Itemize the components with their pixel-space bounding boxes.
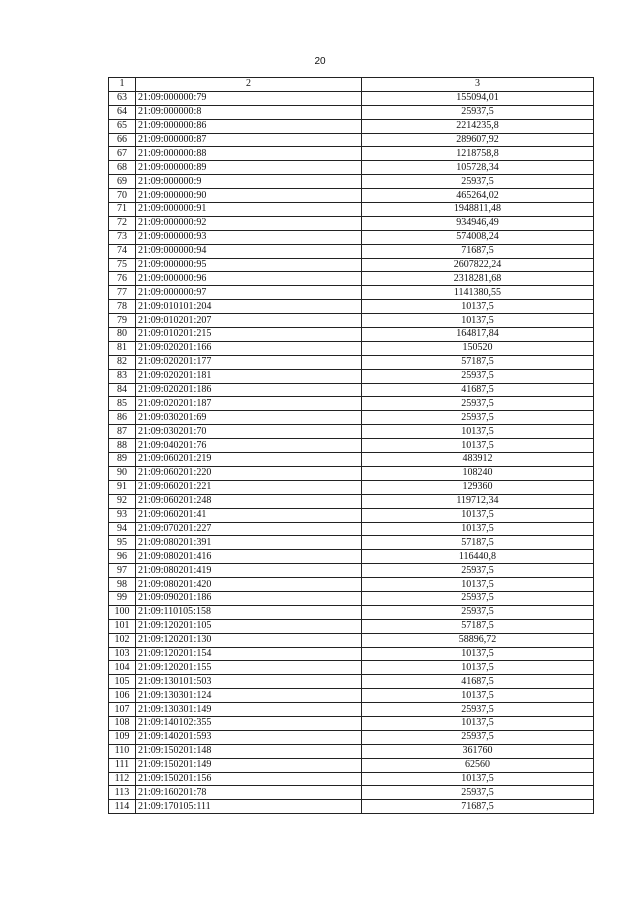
- row-number-cell: 93: [109, 508, 136, 522]
- cadastral-number-cell: 21:09:000000:90: [136, 189, 362, 203]
- row-number-cell: 89: [109, 453, 136, 467]
- table-row: [109, 300, 594, 314]
- value-cell: 150520: [362, 341, 594, 355]
- page-number: 20: [314, 56, 326, 67]
- row-number-cell: 97: [109, 564, 136, 578]
- table-row: [109, 161, 594, 175]
- table-row: [109, 550, 594, 564]
- table-row: [109, 619, 594, 633]
- cadastral-number-cell: 21:09:130101:503: [136, 675, 362, 689]
- table-row: [109, 216, 594, 230]
- table-row: [109, 397, 594, 411]
- value-cell: 57187,5: [362, 355, 594, 369]
- table-row: [109, 341, 594, 355]
- value-cell: 25937,5: [362, 591, 594, 605]
- cadastral-number-cell: 21:09:020201:181: [136, 369, 362, 383]
- row-number-cell: 74: [109, 244, 136, 258]
- table-row: [109, 605, 594, 619]
- value-cell: 57187,5: [362, 619, 594, 633]
- table-row: [109, 328, 594, 342]
- value-cell: 116440,8: [362, 550, 594, 564]
- table-row: [109, 383, 594, 397]
- row-number-cell: 85: [109, 397, 136, 411]
- row-number-cell: 81: [109, 341, 136, 355]
- table-row: [109, 203, 594, 217]
- cadastral-number-cell: 21:09:000000:79: [136, 91, 362, 105]
- row-number-cell: 82: [109, 355, 136, 369]
- row-number-cell: 102: [109, 633, 136, 647]
- value-cell: 119712,34: [362, 494, 594, 508]
- cadastral-number-cell: 21:09:000000:94: [136, 244, 362, 258]
- value-cell: 2214235,8: [362, 119, 594, 133]
- value-cell: 105728,34: [362, 161, 594, 175]
- row-number-cell: 94: [109, 522, 136, 536]
- value-cell: 10137,5: [362, 522, 594, 536]
- cadastral-number-cell: 21:09:090201:186: [136, 591, 362, 605]
- table-row: [109, 480, 594, 494]
- row-number-cell: 103: [109, 647, 136, 661]
- row-number-cell: 114: [109, 800, 136, 814]
- value-cell: 10137,5: [362, 689, 594, 703]
- cadastral-number-cell: 21:09:040201:76: [136, 439, 362, 453]
- value-cell: 10137,5: [362, 716, 594, 730]
- value-cell: 41687,5: [362, 675, 594, 689]
- table-row: [109, 758, 594, 772]
- cadastral-number-cell: 21:09:130301:149: [136, 703, 362, 717]
- row-number-cell: 66: [109, 133, 136, 147]
- value-cell: 1218758,8: [362, 147, 594, 161]
- table-row: [109, 147, 594, 161]
- table-row: [109, 716, 594, 730]
- value-cell: 25937,5: [362, 175, 594, 189]
- row-number-cell: 98: [109, 578, 136, 592]
- value-cell: 10137,5: [362, 661, 594, 675]
- row-number-cell: 101: [109, 619, 136, 633]
- table-row: [109, 133, 594, 147]
- table-row: [109, 578, 594, 592]
- table-row: [109, 425, 594, 439]
- cadastral-number-cell: 21:09:110105:158: [136, 605, 362, 619]
- table-row: [109, 369, 594, 383]
- cadastral-number-cell: 21:09:000000:92: [136, 216, 362, 230]
- table-row: [109, 647, 594, 661]
- header-cell-value: 3: [362, 78, 594, 92]
- value-cell: 1948811,48: [362, 203, 594, 217]
- cadastral-number-cell: 21:09:120201:105: [136, 619, 362, 633]
- table-row: [109, 453, 594, 467]
- row-number-cell: 99: [109, 591, 136, 605]
- row-number-cell: 80: [109, 328, 136, 342]
- cadastral-number-cell: 21:09:000000:9: [136, 175, 362, 189]
- table-row: [109, 439, 594, 453]
- table-row: [109, 91, 594, 105]
- row-number-cell: 84: [109, 383, 136, 397]
- cadastral-number-cell: 21:09:150201:156: [136, 772, 362, 786]
- cadastral-number-cell: 21:09:080201:416: [136, 550, 362, 564]
- row-number-cell: 86: [109, 411, 136, 425]
- value-cell: 1141380,55: [362, 286, 594, 300]
- value-cell: 10137,5: [362, 647, 594, 661]
- cadastral-number-cell: 21:09:000000:95: [136, 258, 362, 272]
- row-number-cell: 109: [109, 730, 136, 744]
- row-number-cell: 63: [109, 91, 136, 105]
- value-cell: 289607,92: [362, 133, 594, 147]
- table-row: [109, 800, 594, 814]
- cadastral-number-cell: 21:09:030201:69: [136, 411, 362, 425]
- cadastral-number-cell: 21:09:120201:155: [136, 661, 362, 675]
- value-cell: 25937,5: [362, 397, 594, 411]
- table-row: [109, 536, 594, 550]
- row-number-cell: 105: [109, 675, 136, 689]
- table-row: [109, 355, 594, 369]
- value-cell: 10137,5: [362, 508, 594, 522]
- row-number-cell: 110: [109, 744, 136, 758]
- cadastral-number-cell: 21:09:060201:219: [136, 453, 362, 467]
- row-number-cell: 69: [109, 175, 136, 189]
- cadastral-number-cell: 21:09:120201:130: [136, 633, 362, 647]
- cadastral-number-cell: 21:09:170105:111: [136, 800, 362, 814]
- cadastral-number-cell: 21:09:080201:419: [136, 564, 362, 578]
- table-row: [109, 564, 594, 578]
- table-row: [109, 633, 594, 647]
- row-number-cell: 107: [109, 703, 136, 717]
- cadastral-number-cell: 21:09:070201:227: [136, 522, 362, 536]
- value-cell: 25937,5: [362, 369, 594, 383]
- table-row: [109, 786, 594, 800]
- table-row: [109, 661, 594, 675]
- row-number-cell: 77: [109, 286, 136, 300]
- row-number-cell: 64: [109, 105, 136, 119]
- row-number-cell: 70: [109, 189, 136, 203]
- row-number-cell: 106: [109, 689, 136, 703]
- cadastral-number-cell: 21:09:000000:86: [136, 119, 362, 133]
- value-cell: 164817,84: [362, 328, 594, 342]
- row-number-cell: 112: [109, 772, 136, 786]
- table-row: [109, 703, 594, 717]
- value-cell: 25937,5: [362, 703, 594, 717]
- table-row: [109, 522, 594, 536]
- row-number-cell: 88: [109, 439, 136, 453]
- table-row: [109, 494, 594, 508]
- table-row: [109, 411, 594, 425]
- cadastral-number-cell: 21:09:000000:89: [136, 161, 362, 175]
- value-cell: 10137,5: [362, 439, 594, 453]
- table-row: [109, 591, 594, 605]
- row-number-cell: 96: [109, 550, 136, 564]
- row-number-cell: 90: [109, 466, 136, 480]
- header-cell-number: 1: [109, 78, 136, 92]
- cadastral-number-cell: 21:09:010101:204: [136, 300, 362, 314]
- table-row: [109, 314, 594, 328]
- table-row: [109, 105, 594, 119]
- value-cell: 25937,5: [362, 105, 594, 119]
- cadastral-number-cell: 21:09:160201:78: [136, 786, 362, 800]
- row-number-cell: 68: [109, 161, 136, 175]
- row-number-cell: 78: [109, 300, 136, 314]
- cadastral-number-cell: 21:09:000000:87: [136, 133, 362, 147]
- value-cell: 155094,01: [362, 91, 594, 105]
- cadastral-number-cell: 21:09:010201:215: [136, 328, 362, 342]
- table-row: [109, 744, 594, 758]
- value-cell: 129360: [362, 480, 594, 494]
- cadastral-number-cell: 21:09:080201:420: [136, 578, 362, 592]
- cadastral-number-cell: 21:09:020201:166: [136, 341, 362, 355]
- value-cell: 71687,5: [362, 800, 594, 814]
- cadastral-number-cell: 21:09:130301:124: [136, 689, 362, 703]
- cadastral-number-cell: 21:09:020201:186: [136, 383, 362, 397]
- table-body: [109, 78, 594, 814]
- cadastral-number-cell: 21:09:080201:391: [136, 536, 362, 550]
- value-cell: 41687,5: [362, 383, 594, 397]
- value-cell: 465264,02: [362, 189, 594, 203]
- table-row: [109, 772, 594, 786]
- row-number-cell: 79: [109, 314, 136, 328]
- row-number-cell: 75: [109, 258, 136, 272]
- cadastral-number-cell: 21:09:060201:41: [136, 508, 362, 522]
- cadastral-number-cell: 21:09:150201:149: [136, 758, 362, 772]
- table-row: [109, 508, 594, 522]
- table-row: [109, 189, 594, 203]
- table-row: [109, 675, 594, 689]
- table-row: [109, 286, 594, 300]
- value-cell: 25937,5: [362, 564, 594, 578]
- value-cell: 25937,5: [362, 786, 594, 800]
- cadastral-table: [108, 77, 594, 814]
- value-cell: 10137,5: [362, 425, 594, 439]
- cadastral-number-cell: 21:09:060201:221: [136, 480, 362, 494]
- value-cell: 10137,5: [362, 300, 594, 314]
- value-cell: 574008,24: [362, 230, 594, 244]
- cadastral-number-cell: 21:09:120201:154: [136, 647, 362, 661]
- cadastral-number-cell: 21:09:000000:97: [136, 286, 362, 300]
- value-cell: 10137,5: [362, 314, 594, 328]
- value-cell: 58896,72: [362, 633, 594, 647]
- cadastral-number-cell: 21:09:140102:355: [136, 716, 362, 730]
- table-row: [109, 244, 594, 258]
- value-cell: 71687,5: [362, 244, 594, 258]
- value-cell: 934946,49: [362, 216, 594, 230]
- value-cell: 62560: [362, 758, 594, 772]
- cadastral-number-cell: 21:09:140201:593: [136, 730, 362, 744]
- row-number-cell: 76: [109, 272, 136, 286]
- row-number-cell: 113: [109, 786, 136, 800]
- cadastral-number-cell: 21:09:060201:248: [136, 494, 362, 508]
- row-number-cell: 67: [109, 147, 136, 161]
- table-row: [109, 258, 594, 272]
- row-number-cell: 92: [109, 494, 136, 508]
- cadastral-number-cell: 21:09:060201:220: [136, 466, 362, 480]
- table-row: [109, 119, 594, 133]
- value-cell: 10137,5: [362, 772, 594, 786]
- cadastral-number-cell: 21:09:150201:148: [136, 744, 362, 758]
- cadastral-number-cell: 21:09:000000:8: [136, 105, 362, 119]
- table-header-row: [109, 78, 594, 92]
- value-cell: 483912: [362, 453, 594, 467]
- cadastral-number-cell: 21:09:000000:91: [136, 203, 362, 217]
- row-number-cell: 100: [109, 605, 136, 619]
- value-cell: 25937,5: [362, 605, 594, 619]
- row-number-cell: 108: [109, 716, 136, 730]
- row-number-cell: 87: [109, 425, 136, 439]
- value-cell: 108240: [362, 466, 594, 480]
- value-cell: 10137,5: [362, 578, 594, 592]
- value-cell: 57187,5: [362, 536, 594, 550]
- cadastral-number-cell: 21:09:000000:96: [136, 272, 362, 286]
- row-number-cell: 73: [109, 230, 136, 244]
- value-cell: 361760: [362, 744, 594, 758]
- table-row: [109, 730, 594, 744]
- cadastral-number-cell: 21:09:010201:207: [136, 314, 362, 328]
- cadastral-number-cell: 21:09:030201:70: [136, 425, 362, 439]
- row-number-cell: 65: [109, 119, 136, 133]
- value-cell: 2318281,68: [362, 272, 594, 286]
- table-row: [109, 175, 594, 189]
- row-number-cell: 111: [109, 758, 136, 772]
- row-number-cell: 71: [109, 203, 136, 217]
- value-cell: 25937,5: [362, 411, 594, 425]
- value-cell: 25937,5: [362, 730, 594, 744]
- row-number-cell: 72: [109, 216, 136, 230]
- cadastral-number-cell: 21:09:000000:88: [136, 147, 362, 161]
- cadastral-number-cell: 21:09:000000:93: [136, 230, 362, 244]
- table-row: [109, 689, 594, 703]
- row-number-cell: 83: [109, 369, 136, 383]
- header-cell-code: 2: [136, 78, 362, 92]
- cadastral-number-cell: 21:09:020201:187: [136, 397, 362, 411]
- value-cell: 2607822,24: [362, 258, 594, 272]
- table-row: [109, 272, 594, 286]
- row-number-cell: 91: [109, 480, 136, 494]
- row-number-cell: 95: [109, 536, 136, 550]
- table-row: [109, 230, 594, 244]
- table-row: [109, 466, 594, 480]
- cadastral-number-cell: 21:09:020201:177: [136, 355, 362, 369]
- row-number-cell: 104: [109, 661, 136, 675]
